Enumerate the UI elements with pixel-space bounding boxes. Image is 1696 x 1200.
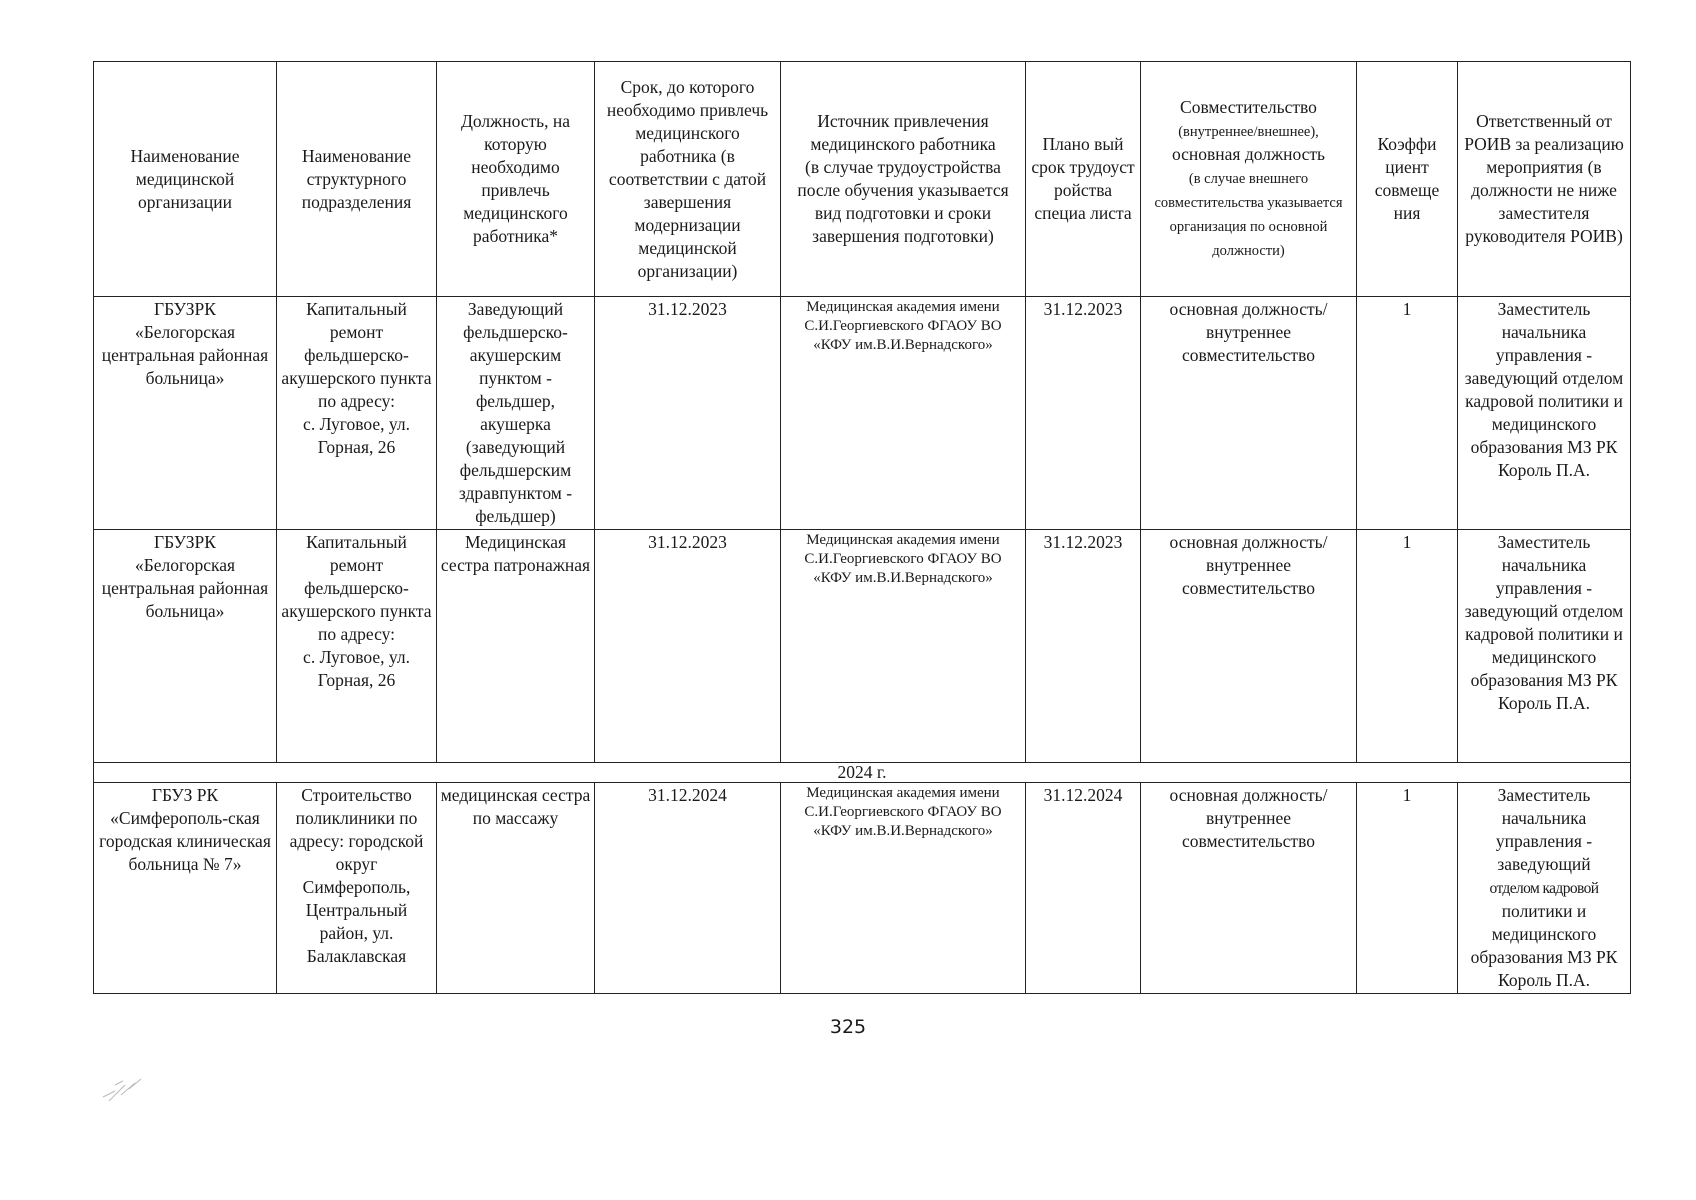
header-unit: Наименование структурного подразделения [277,62,437,297]
cell-combination: основная должность/ внутреннее совместительство [1141,297,1357,530]
header-responsible: Ответственный от РОИВ за реализацию мероприятия (в должности не ниже заместителя руководителя РОИВ) [1458,62,1631,297]
header-row [94,62,1631,297]
header-planned: Плано вый срок трудоуст ройства специа листа [1026,62,1141,297]
header-coef: Коэффи циент совмеще ния [1357,62,1458,297]
cell-unit: Строительство поликлиники по адресу: городской округ Симферополь, Центральный район, ул. Балаклавская [277,783,437,994]
cell-responsible-part-a: Заместитель начальника управления - заведующий [1495,785,1593,874]
cell-source: Медицинская академия имени С.И.Георгиевского ФГАОУ ВО «КФУ им.В.И.Вернадского» [781,530,1026,763]
cell-responsible-part-b: отделом кадровой [1489,880,1599,897]
cell-planned: 31.12.2023 [1026,530,1141,763]
page-number: 325 [829,1016,867,1038]
cell-source: Медицинская академия имени С.И.Георгиевского ФГАОУ ВО «КФУ им.В.И.Вернадского» [781,783,1026,994]
cell-responsible-part-c: политики и медицинского образования МЗ РК Король П.А. [1470,901,1618,990]
year-row [94,763,1631,783]
cell-source: Медицинская академия имени С.И.Георгиевского ФГАОУ ВО «КФУ им.В.И.Вернадского» [781,297,1026,530]
cell-position: Медицинская сестра патронажная [437,530,595,763]
cell-planned: 31.12.2024 [1026,783,1141,994]
header-combination [1141,62,1357,297]
header-combination-title: Совместительство [1180,97,1317,117]
header-combination-sub2: основная должность [1171,144,1326,164]
table-row [94,530,1631,763]
header-org: Наименование медицинской организации [94,62,277,297]
table-row [94,297,1631,530]
cell-deadline: 31.12.2023 [595,297,781,530]
cell-responsible: Заместитель начальника управления - заведующий отделом кадровой политики и медицинского образования МЗ РК Король П.А. [1458,530,1631,763]
cell-unit: Капитальный ремонт фельдшерско-акушерского пункта по адресу: с. Луговое, ул. Горная, 26 [277,297,437,530]
header-position: Должность, на которую необходимо привлечь медицинского работника* [437,62,595,297]
header-combination-sub1: (внутреннее/внешнее), [1178,124,1319,140]
header-combination-sub3: (в случае внешнего совместительства указывается организация по основной должности) [1154,171,1343,259]
cell-deadline: 31.12.2024 [595,783,781,994]
cell-org: ГБУЗРК «Белогорская центральная районная больница» [94,530,277,763]
table-row [94,783,1631,994]
cell-coef: 1 [1357,783,1458,994]
staffing-table [93,61,1631,994]
cell-combination: основная должность/ внутреннее совместительство [1141,783,1357,994]
cell-position: Заведующий фельдшерско-акушерским пунктом - фельдшер, акушерка (заведующий фельдшерским здравпунктом - фельдшер) [437,297,595,530]
cell-deadline: 31.12.2023 [595,530,781,763]
cell-unit: Капитальный ремонт фельдшерско-акушерского пункта по адресу: с. Луговое, ул. Горная, 26 [277,530,437,763]
cell-responsible: Заместитель начальника управления - заведующий отделом кадровой политики и медицинского образования МЗ РК Король П.А. [1458,297,1631,530]
cell-coef: 1 [1357,297,1458,530]
cell-responsible [1458,783,1631,994]
header-source: Источник привлечения медицинского работника (в случае трудоустройства после обучения указывается вид подготовки и сроки завершения подготовки) [781,62,1026,297]
cell-position: медицинская сестра по массажу [437,783,595,994]
cell-planned: 31.12.2023 [1026,297,1141,530]
cell-coef: 1 [1357,530,1458,763]
cell-org: ГБУЗРК «Белогорская центральная районная больница» [94,297,277,530]
header-deadline: Срок, до которого необходимо привлечь медицинского работника (в соответствии с датой завершения модернизации медицинской организации) [595,62,781,297]
cell-combination: основная должность/ внутреннее совместительство [1141,530,1357,763]
scan-smudge-mark [95,1055,155,1115]
year-label: 2024 г. [94,763,1631,783]
cell-org: ГБУЗ РК «Симферополь-ская городская клиническая больница № 7» [94,783,277,994]
